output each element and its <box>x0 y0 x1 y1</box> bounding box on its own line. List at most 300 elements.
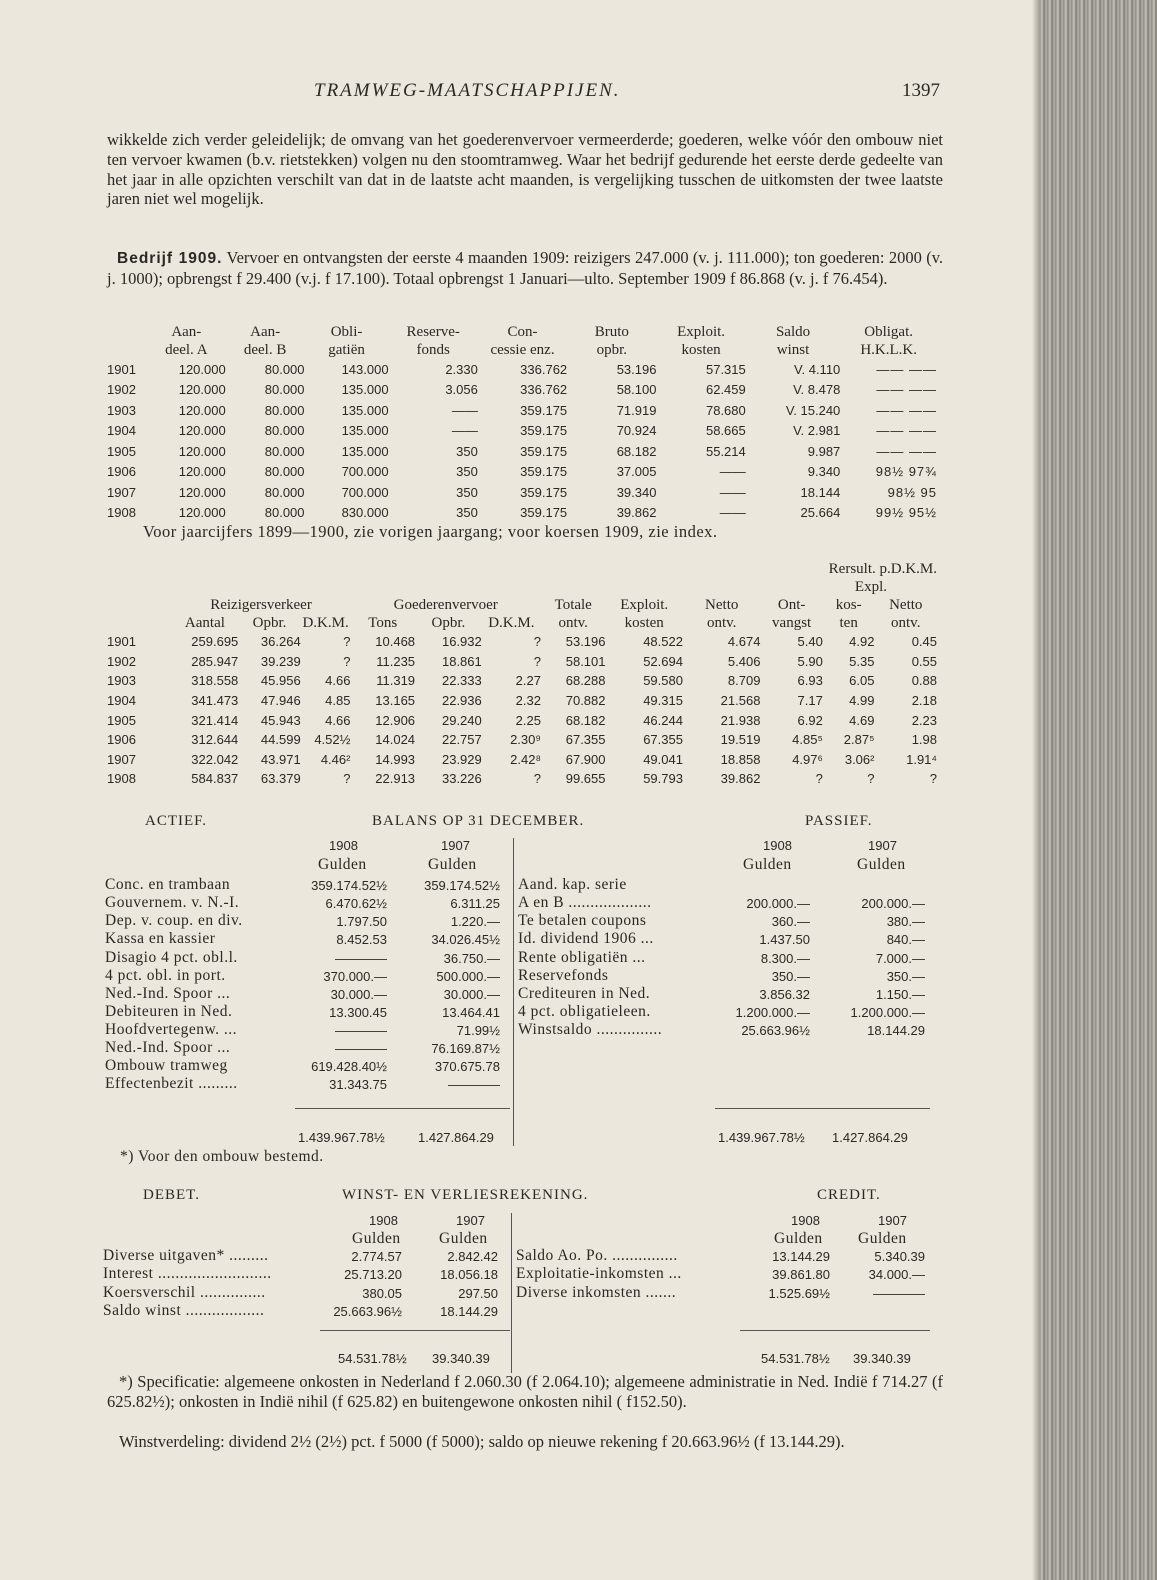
winst-unit: Gulden <box>439 1230 488 1247</box>
table1-header-cell: Exploit. <box>677 324 726 340</box>
table2-group-cell: Netto <box>889 597 923 613</box>
table2-top-row <box>107 578 937 596</box>
table1-cell: 78.680 <box>705 402 746 418</box>
table2-cell: 1906 <box>107 732 136 748</box>
table1-cell: —— <box>719 505 746 521</box>
passief-label: Winstsaldo ............... <box>518 1020 663 1038</box>
winst-unit: Gulden <box>352 1230 401 1247</box>
table2-sub-cell: ontv. <box>706 615 737 631</box>
table2-cell: 2.32 <box>515 693 541 709</box>
table2-cell: 2.30⁹ <box>510 732 541 748</box>
passief-1907: 200.000.— <box>861 896 925 912</box>
table2-cell: 46.244 <box>643 712 683 728</box>
page-header <box>100 80 940 110</box>
table2-cell: 4.92 <box>849 634 875 650</box>
table1-cell: V. 4.110 <box>794 361 841 377</box>
table2-cell: 22.333 <box>441 673 482 689</box>
table1-cell: V. 2.981 <box>793 423 841 439</box>
table1-cell: —— —— <box>876 443 937 459</box>
table2-cell: 1901 <box>107 634 136 650</box>
table2-cell: 4.46² <box>320 751 351 767</box>
table1-row <box>107 462 937 483</box>
table1-cell: 62.459 <box>705 382 746 398</box>
table1-cell: 1905 <box>107 443 136 459</box>
table2-cell: 3.06² <box>844 751 875 767</box>
running-title: TRAMWEG-MAATSCHAPPIJEN. <box>314 80 621 101</box>
balans-year: 1908 <box>329 838 358 853</box>
specificatie-note: *) Specificatie: algemeene onkosten in Nederland f 2.060.30 (f 2.064.10); algemeene administratie in Ned. Indië f 714.27 (f 625.82½); onkosten in Indië nihil (f 625.82) en buitengewone onkosten nihil ( f152.50). <box>107 1372 943 1411</box>
passief-label: Te betalen coupons <box>518 912 647 930</box>
table1-cell: 57.315 <box>705 361 746 377</box>
table1-header-cell <box>107 341 147 359</box>
table1-header-cell: Saldo <box>775 324 811 340</box>
traffic-table <box>107 560 937 789</box>
actief-label: 4 pct. obl. in port. <box>105 966 226 984</box>
table2-cell: 59.793 <box>643 771 683 787</box>
table2-cell: 68.182 <box>565 712 606 728</box>
table2-sub-cell: D.K.M. <box>302 615 349 631</box>
table2-cell: 48.522 <box>643 634 683 650</box>
table1-cell: 39.340 <box>616 484 657 500</box>
table1-cell: 18.144 <box>800 484 841 500</box>
balans-unit: Gulden <box>743 856 792 873</box>
actief-1907: 13.464.41 <box>442 1004 500 1020</box>
winst-unit: Gulden <box>858 1230 907 1247</box>
table1-cell: —— —— <box>876 402 937 418</box>
table1-cell: V. 8.478 <box>793 382 841 398</box>
debet-1907: 297.50 <box>458 1285 498 1301</box>
table2-cell: 2.18 <box>911 693 937 709</box>
table2-cell: 43.971 <box>260 751 301 767</box>
credit-1908: 39.861.80 <box>772 1267 830 1283</box>
table1-row <box>107 359 937 380</box>
bedrijf-label: Bedrijf 1909. <box>117 250 223 267</box>
table1-cell: 359.175 <box>520 402 568 418</box>
table1-cell: —— <box>719 484 746 500</box>
table1-cell: —— <box>451 423 478 439</box>
actief-1908: ———— <box>335 950 387 966</box>
table2-top-cell <box>107 578 172 596</box>
passief-1908: 350.— <box>771 968 810 984</box>
table2-cell: 5.90 <box>797 653 823 669</box>
table1-cell: 37.005 <box>616 464 657 480</box>
table1-cell: —— <box>719 464 746 480</box>
table2-cell: 2.25 <box>515 712 541 728</box>
table2-cell: ? <box>533 634 541 650</box>
table1-cell: —— —— <box>876 382 937 398</box>
table2-cell: 10.468 <box>375 634 416 650</box>
table2-sub-row <box>107 614 937 632</box>
passief-label: Rente obligatiën ... <box>518 948 646 966</box>
table2-cell: 67.900 <box>565 751 606 767</box>
table2-row <box>107 750 937 770</box>
table2-cell: 4.66 <box>325 673 351 689</box>
winst-year: 1908 <box>791 1213 820 1228</box>
table1-cell: 2.330 <box>445 361 478 377</box>
table1-header-cell: Con- <box>507 324 538 340</box>
table2-cell: 2.23 <box>911 712 937 728</box>
table2-cell: 21.938 <box>720 712 761 728</box>
debet-label: Koersverschil ............... <box>103 1283 266 1301</box>
winst-total-rule <box>320 1330 510 1331</box>
table2-cell: 16.932 <box>441 634 482 650</box>
table2-group-cell: Reizigersverkeer <box>210 597 312 613</box>
table2-cell: 59.580 <box>643 673 683 689</box>
debet-1907: 18.056.18 <box>440 1267 498 1283</box>
balans-total-passief-1907: 1.427.864.29 <box>832 1130 908 1145</box>
table1-header-cell: Reserve- <box>406 324 460 340</box>
table1-cell: 39.862 <box>616 505 657 521</box>
passief-1908: 1.200.000.— <box>735 1004 810 1020</box>
table1-cell: 80.000 <box>264 484 305 500</box>
table2-group-cell <box>107 596 172 614</box>
table2-cell: 11.319 <box>376 673 416 689</box>
table2-cell: 4.85 <box>325 693 351 709</box>
passief-1907: 840.— <box>886 932 925 948</box>
table2-cell: 29.240 <box>441 712 482 728</box>
table2-sub-cell: Opbr. <box>252 615 287 631</box>
actief-1908: 30.000.— <box>330 986 387 1002</box>
table1-cell: 143.000 <box>341 361 389 377</box>
actief-label: Kassa en kassier <box>105 930 216 948</box>
balans-unit: Gulden <box>857 856 906 873</box>
passief-1907: 7.000.— <box>875 950 925 966</box>
table2-top-row <box>107 560 937 578</box>
actief-1908: 8.452.53 <box>336 932 387 948</box>
balans-year: 1907 <box>441 838 470 853</box>
table2-row <box>107 632 937 652</box>
winst-total-credit-1908: 54.531.78½ <box>761 1351 830 1366</box>
table1-cell: 135.000 <box>341 423 389 439</box>
actief-1907: 34.026.45½ <box>431 932 500 948</box>
table2-cell: 6.93 <box>797 673 823 689</box>
table2-cell: 1.98 <box>911 732 937 748</box>
actief-1908: ———— <box>335 1041 387 1056</box>
actief-1907: 30.000.— <box>443 986 500 1002</box>
winst-total-debet-1907: 39.340.39 <box>432 1351 490 1366</box>
table2-cell: 318.558 <box>191 673 239 689</box>
table1-row <box>107 421 937 442</box>
debet-title: DEBET. <box>143 1187 200 1203</box>
table1-cell: 350 <box>456 484 478 500</box>
table1-cell: 58.665 <box>705 423 746 439</box>
table2-cell: 2.87⁵ <box>843 732 875 748</box>
debet-label: Saldo winst .................. <box>103 1301 265 1319</box>
table1-header-cell: kosten <box>681 342 721 358</box>
table2-top-cell: Rersult. p.D.K.M. <box>828 561 937 577</box>
table1-header-cell: winst <box>776 342 810 358</box>
table1-cell: 1901 <box>107 361 136 377</box>
table2-cell: 70.882 <box>565 693 606 709</box>
balans-year: 1908 <box>763 838 792 853</box>
actief-label: Hoofdvertegenw. ... <box>105 1020 238 1038</box>
table2-cell: ? <box>343 653 351 669</box>
table1-cell: 359.175 <box>520 443 568 459</box>
table1-cell: 1902 <box>107 382 136 398</box>
table1-cell: 80.000 <box>264 464 305 480</box>
table2-cell: 49.315 <box>643 693 683 709</box>
balans-total-passief-1908: 1.439.967.78½ <box>718 1130 805 1145</box>
table2-cell: 6.05 <box>849 673 875 689</box>
table2-cell: 5.40 <box>797 634 823 650</box>
table2-top-cell <box>107 560 172 578</box>
table2-cell: 53.196 <box>565 634 606 650</box>
table2-cell: 22.913 <box>375 771 416 787</box>
table2-cell: 11.235 <box>376 653 416 669</box>
balans-total-actief-1907: 1.427.864.29 <box>418 1130 494 1145</box>
table2-cell: 0.45 <box>911 634 937 650</box>
table1-cell: —— <box>451 402 478 418</box>
table2-row <box>107 730 937 750</box>
table2-sub-cell: D.K.M. <box>488 615 535 631</box>
table1-cell: 120.000 <box>178 361 226 377</box>
actief-1907: 6.311.25 <box>450 896 500 912</box>
actief-1907: 71.99½ <box>456 1022 500 1038</box>
table1-header-cell: opbr. <box>596 342 628 358</box>
bedrijf-text: Vervoer en ontvangsten der eerste 4 maanden 1909: reizigers 247.000 (v. j. 111.000); ton goederen: 2000 (v. j. 1000); opbrengst f 29.400 (v.j. f 17.100). Totaal opbrengst 1 Januari—ulto. September 1909 f 86.868 (v. j. f 76.454). <box>107 248 943 288</box>
debet-label: Interest .......................... <box>103 1265 272 1283</box>
table1-cell: 80.000 <box>264 443 305 459</box>
table1-cell: 80.000 <box>264 382 305 398</box>
table2-cell: 259.695 <box>191 634 239 650</box>
table1-cell: 135.000 <box>341 382 389 398</box>
table2-cell: 8.709 <box>727 673 761 689</box>
winst-unit: Gulden <box>774 1230 823 1247</box>
credit-1908: 1.525.69½ <box>768 1285 830 1301</box>
table1-cell: 71.919 <box>616 402 657 418</box>
table1-header-cell: cessie enz. <box>490 342 555 358</box>
debet-1907: 18.144.29 <box>440 1303 498 1319</box>
intro-paragraph: wikkelde zich verder geleidelijk; de omvang van het goederenvervoer vermeerderde; goederen, welke vóór den ombouw niet ten vervoer kwamen (b.v. rietstekken) volgen nu den stoomtramweg. Waar het bedrijf gedurende het eerste derde gedeelte van het jaar in alle opzichten verschilt van dat in de laatste acht maanden, is vergelijking tusschen de uitkomsten der twee laatste jaren niet wel mogelijk. <box>107 130 943 209</box>
table2-cell: 7.17 <box>797 693 823 709</box>
table1-cell: 336.762 <box>520 382 568 398</box>
actief-1907: 500.000.— <box>436 968 500 984</box>
table2-top-cell: Expl. <box>854 579 887 595</box>
table2-cell: 14.993 <box>375 751 416 767</box>
actief-1908: 31.343.75 <box>329 1077 387 1093</box>
table2-cell: 2.42⁸ <box>510 751 541 767</box>
table2-group-cell: Totale <box>554 597 592 613</box>
table2-cell: 4.97⁶ <box>792 751 823 767</box>
table2-cell: ? <box>815 771 823 787</box>
credit-1907: 5.340.39 <box>874 1249 925 1264</box>
table2-row <box>107 769 937 789</box>
actief-1908: 13.300.45 <box>329 1004 387 1020</box>
table1-cell: 700.000 <box>341 464 389 480</box>
table1-header-cell: deel. B <box>243 342 287 358</box>
table1-cell: 9.340 <box>807 464 841 480</box>
table1-cell: 53.196 <box>616 361 657 377</box>
credit-1907: ———— <box>873 1285 925 1301</box>
table1-cell: 120.000 <box>178 443 226 459</box>
table1-cell: 120.000 <box>178 484 226 500</box>
table2-cell: 39.239 <box>260 653 301 669</box>
passief-1908: 3.856.32 <box>759 986 810 1002</box>
actief-1907: 1.220.— <box>450 914 500 930</box>
table2-group-cell: kos- <box>835 597 862 613</box>
passief-label: Reservefonds <box>518 966 609 984</box>
actief-1907: 359.174.52½ <box>424 878 500 894</box>
table2-cell: 36.264 <box>260 634 301 650</box>
table1-cell: 1903 <box>107 402 136 418</box>
table1-cell: 68.182 <box>616 443 657 459</box>
table2-cell: 285.947 <box>191 653 239 669</box>
winst-year: 1908 <box>369 1213 398 1228</box>
actief-1908: ———— <box>335 1022 387 1038</box>
page-number: 1397 <box>902 80 940 101</box>
table1-cell: 350 <box>456 464 478 480</box>
table1-cell: —— —— <box>876 361 937 377</box>
financial-table <box>107 323 937 523</box>
table2-cell: 584.837 <box>191 771 239 787</box>
table2-sub-cell: kosten <box>624 615 664 631</box>
table1-header-cell: H.K.L.K. <box>860 342 917 358</box>
book-edge <box>1040 0 1157 1580</box>
table1-cell: 80.000 <box>264 423 305 439</box>
table1-cell: 359.175 <box>520 423 568 439</box>
table2-cell: 1903 <box>107 673 136 689</box>
actief-1908: 6.470.62½ <box>325 896 387 912</box>
table2-row <box>107 710 937 730</box>
table2-cell: 4.99 <box>849 693 875 709</box>
table2-cell: 22.757 <box>441 732 482 748</box>
table1-row <box>107 482 937 503</box>
table2-cell: 12.906 <box>375 712 416 728</box>
table1-cell: 135.000 <box>341 443 389 459</box>
table1-header-row <box>107 341 937 359</box>
table1-cell: 80.000 <box>264 361 305 377</box>
table1-cell: 99½ 95½ <box>875 505 937 521</box>
actief-1907: 36.750.— <box>443 950 500 966</box>
winst-total-credit-1907: 39.340.39 <box>853 1351 911 1366</box>
table2-group-cell: Goederenvervoer <box>393 597 498 613</box>
table2-cell: 4.674 <box>727 634 761 650</box>
passief-title: PASSIEF. <box>805 813 873 829</box>
table2-cell: 68.288 <box>565 673 606 689</box>
actief-1908: 370.000.— <box>323 968 387 984</box>
table2-cell: 1907 <box>107 751 136 767</box>
winst-total-debet-1908: 54.531.78½ <box>338 1351 407 1366</box>
table1-header-cell: Bruto <box>594 324 629 340</box>
table1-cell: 359.175 <box>520 505 568 521</box>
passief-1908: 360.— <box>771 914 810 930</box>
table2-cell: 13.165 <box>375 693 416 709</box>
actief-label: Disagio 4 pct. obl.l. <box>105 948 238 966</box>
balans-title: BALANS OP 31 DECEMBER. <box>372 813 585 829</box>
table1-cell: 1904 <box>107 423 136 439</box>
table2-cell: 1.91⁴ <box>906 751 937 767</box>
winst-year: 1907 <box>456 1213 485 1228</box>
table2-sub-cell: ten <box>839 615 858 631</box>
table1-cell: —— —— <box>876 423 937 439</box>
winst-year: 1907 <box>878 1213 907 1228</box>
table2-cell: ? <box>929 771 937 787</box>
balans-unit: Gulden <box>428 856 477 873</box>
table1-cell: 120.000 <box>178 505 226 521</box>
table1-cell: 359.175 <box>520 464 568 480</box>
table2-cell: 63.379 <box>260 771 301 787</box>
table2-cell: 1908 <box>107 771 136 787</box>
winst-title: WINST- EN VERLIESREKENING. <box>342 1187 589 1203</box>
table1-cell: 1907 <box>107 484 136 500</box>
table2-cell: 18.861 <box>441 653 482 669</box>
table1-cell: 25.664 <box>800 505 841 521</box>
table1-header-cell: deel. A <box>165 342 208 358</box>
table2-cell: 1902 <box>107 653 136 669</box>
balans-total-rule <box>715 1108 930 1109</box>
table2-cell: ? <box>533 771 541 787</box>
table1-cell: 350 <box>456 443 478 459</box>
table2-cell: 52.694 <box>643 653 683 669</box>
balans-total-rule <box>295 1108 510 1109</box>
balans-footnote: *) Voor den ombouw bestemd. <box>120 1148 324 1165</box>
passief-label: A en B ................... <box>518 894 652 912</box>
table2-sub-cell: Tons <box>368 615 398 631</box>
table1-cell: 336.762 <box>520 361 568 377</box>
balans-divider <box>513 838 514 1146</box>
table2-cell: 321.414 <box>191 712 239 728</box>
table2-sub-cell: Aantal <box>184 615 225 631</box>
actief-1907: ———— <box>448 1077 500 1093</box>
actief-label: Debiteuren in Ned. <box>105 1002 233 1020</box>
credit-label: Saldo Ao. Po. ............... <box>516 1247 678 1264</box>
table2-cell: 49.041 <box>643 751 683 767</box>
table1-header-cell: fonds <box>416 342 450 358</box>
passief-1907: 1.200.000.— <box>850 1004 925 1020</box>
table2-cell: 4.66 <box>325 712 351 728</box>
debet-1908: 380.05 <box>362 1285 402 1301</box>
table2-cell: 47.946 <box>260 693 301 709</box>
table2-cell: 5.35 <box>849 653 875 669</box>
table2-cell: 22.936 <box>441 693 482 709</box>
table2-cell: ? <box>533 653 541 669</box>
table2-cell: 33.226 <box>441 771 482 787</box>
actief-label: Conc. en trambaan <box>105 876 231 894</box>
passief-label: Id. dividend 1906 ... <box>518 930 654 948</box>
passief-1907: 1.150.— <box>875 986 925 1002</box>
table1-cell: 135.000 <box>341 402 389 418</box>
table2-cell: 44.599 <box>260 732 301 748</box>
table1-cell: 120.000 <box>178 423 226 439</box>
table1-cell: 1908 <box>107 505 136 521</box>
table2-cell: 1904 <box>107 693 136 709</box>
table2-cell: 4.69 <box>849 712 875 728</box>
actief-1908: 1.797.50 <box>336 914 387 930</box>
table1-cell: 120.000 <box>178 464 226 480</box>
table1-note: Voor jaarcijfers 1899—1900, zie vorigen jaargang; voor koersen 1909, zie index. <box>143 522 718 541</box>
table1-cell: 55.214 <box>705 443 746 459</box>
passief-1908: 1.437.50 <box>759 932 810 948</box>
table2-row <box>107 652 937 672</box>
debet-1908: 25.713.20 <box>344 1267 402 1283</box>
actief-label: Ombouw tramweg <box>105 1057 228 1075</box>
table2-group-cell: Netto <box>705 597 739 613</box>
table1-row <box>107 441 937 462</box>
table2-group-cell: Ont- <box>777 597 806 613</box>
table2-cell: 341.473 <box>191 693 239 709</box>
credit-label: Diverse inkomsten ....... <box>516 1283 677 1301</box>
table2-cell: 18.858 <box>720 751 761 767</box>
table1-cell: 98½ 97¾ <box>875 464 937 480</box>
bedrijf-paragraph <box>107 248 943 289</box>
table1-cell: 98½ 95 <box>887 484 937 500</box>
actief-1907: 370.675.78 <box>434 1059 500 1075</box>
table2-sub-cell: vangst <box>772 615 812 631</box>
table1-header-cell: gatiën <box>328 342 365 358</box>
table1-header-cell <box>107 323 147 341</box>
table1-cell: 58.100 <box>616 382 657 398</box>
table1-cell: 80.000 <box>264 402 305 418</box>
